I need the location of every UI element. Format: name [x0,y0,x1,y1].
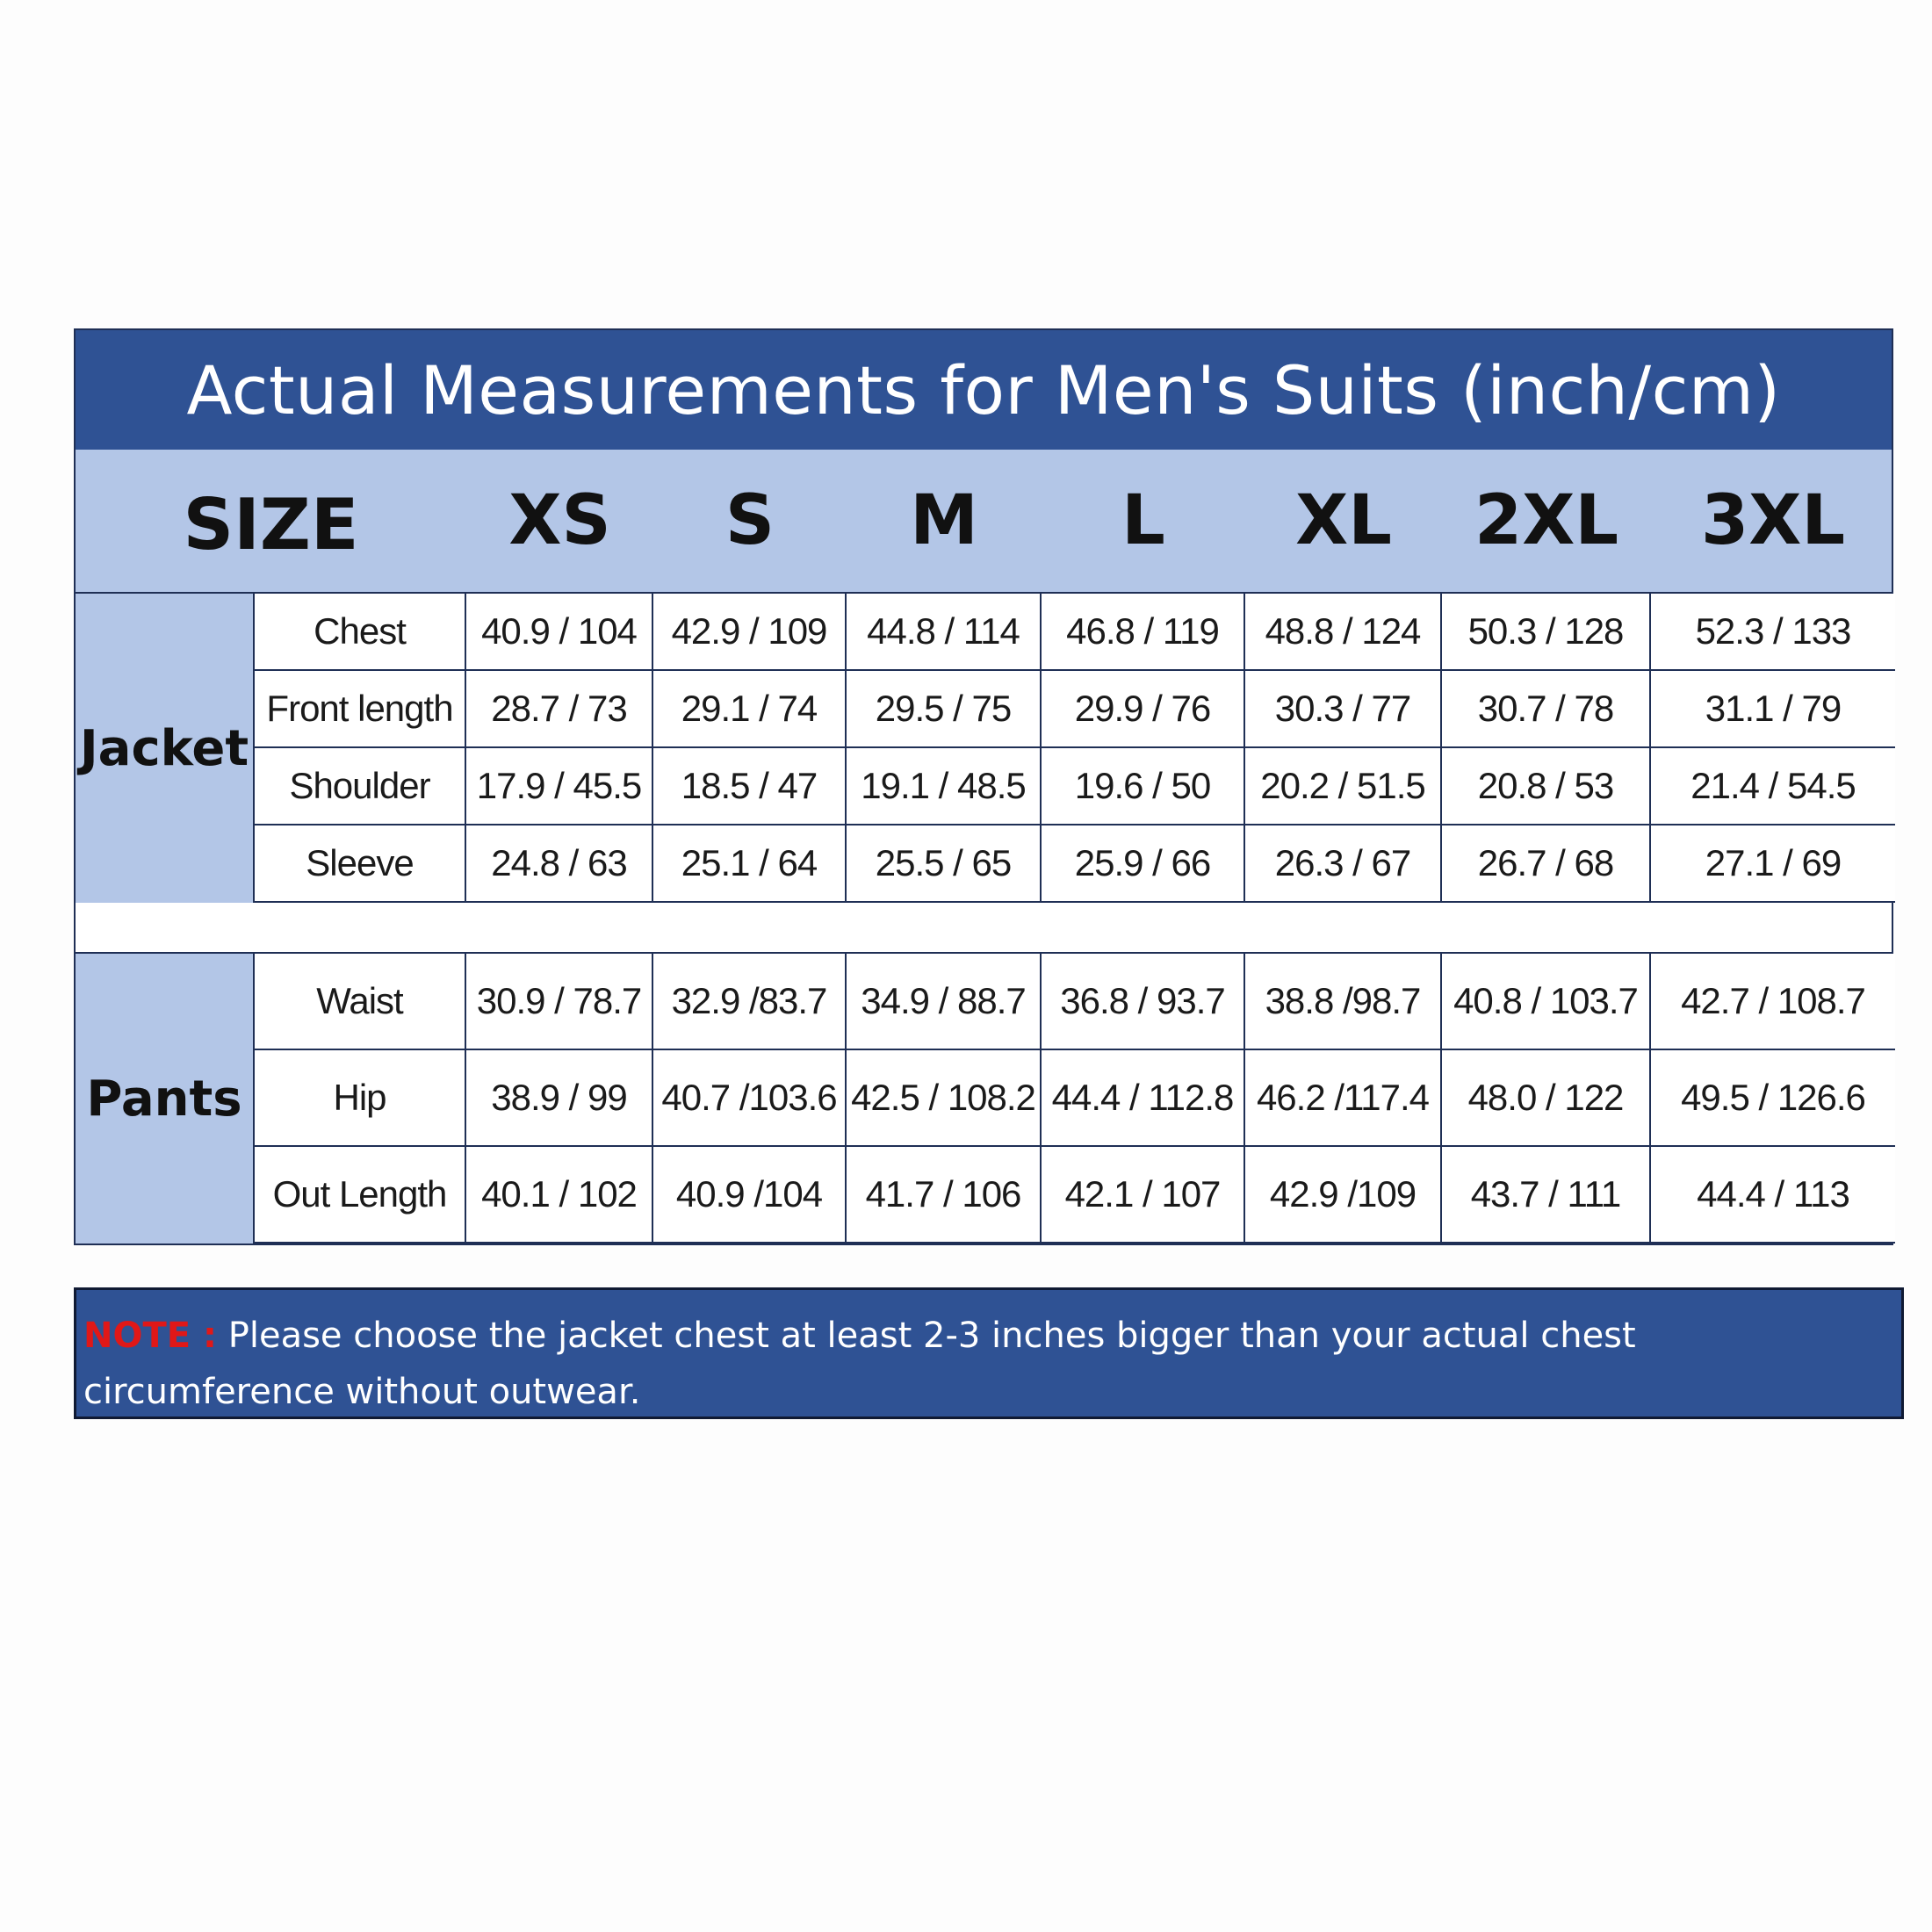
jacket-measurement-cell: 48.8 / 124 [1245,594,1442,671]
chart-title: Actual Measurements for Men's Suits (inch/cm) [76,330,1892,450]
jacket-measurement-cell: 29.1 / 74 [653,671,847,748]
jacket-measurement-cell: 52.3 / 133 [1651,594,1895,671]
jacket-section [76,594,1892,903]
jacket-measurement-cell: 50.3 / 128 [1442,594,1651,671]
pants-measurement-cell: 48.0 / 122 [1442,1050,1651,1147]
size-3xl: 3XL [1700,481,1846,560]
pants-row-label: Hip [255,1050,466,1147]
pants-measurement-cell: 40.9 /104 [653,1147,847,1244]
jacket-measurement-cell: 26.3 / 67 [1245,825,1442,903]
section-gap [76,903,1892,954]
pants-section [76,954,1892,1244]
jacket-measurement-cell: 29.5 / 75 [847,671,1042,748]
pants-row-label: Waist [255,954,466,1050]
size-header-row [76,450,1892,594]
pants-measurement-cell: 38.9 / 99 [466,1050,653,1147]
jacket-measurement-cell: 29.9 / 76 [1042,671,1245,748]
pants-measurement-cell: 40.7 /103.6 [653,1050,847,1147]
pants-measurement-cell: 32.9 /83.7 [653,954,847,1050]
note-label: NOTE : [83,1316,218,1356]
jacket-measurement-cell: 42.9 / 109 [653,594,847,671]
pants-measurement-cell: 40.1 / 102 [466,1147,653,1244]
jacket-measurement-cell: 27.1 / 69 [1651,825,1895,903]
jacket-row-label: Shoulder [255,748,466,825]
size-xl: XL [1295,481,1392,560]
size-l: L [1121,481,1165,560]
pants-measurement-cell: 30.9 / 78.7 [466,954,653,1050]
pants-measurement-cell: 36.8 / 93.7 [1042,954,1245,1050]
jacket-measurement-cell: 25.5 / 65 [847,825,1042,903]
pants-measurement-cell: 41.7 / 106 [847,1147,1042,1244]
size-xs: XS [508,481,611,560]
pants-measurement-cell: 46.2 /117.4 [1245,1050,1442,1147]
size-chart [74,328,1893,1245]
note-text: Please choose the jacket chest at least 2-3 inches bigger than your actual chest circumference without outwear. [83,1316,1636,1412]
pants-row-label: Out Length [255,1147,466,1244]
size-s: S [724,481,775,560]
pants-measurement-cell: 42.5 / 108.2 [847,1050,1042,1147]
jacket-measurement-cell: 20.8 / 53 [1442,748,1651,825]
pants-measurement-cell: 40.8 / 103.7 [1442,954,1651,1050]
jacket-row-label: Sleeve [255,825,466,903]
jacket-measurement-cell: 19.6 / 50 [1042,748,1245,825]
jacket-measurement-cell: 30.3 / 77 [1245,671,1442,748]
jacket-row-label: Front length [255,671,466,748]
jacket-measurement-cell: 31.1 / 79 [1651,671,1895,748]
jacket-measurement-cell: 46.8 / 119 [1042,594,1245,671]
jacket-measurement-cell: 20.2 / 51.5 [1245,748,1442,825]
jacket-row-label: Chest [255,594,466,671]
pants-measurement-cell: 38.8 /98.7 [1245,954,1442,1050]
jacket-measurement-cell: 44.8 / 114 [847,594,1042,671]
jacket-measurement-cell: 21.4 / 54.5 [1651,748,1895,825]
pants-measurement-cell: 43.7 / 111 [1442,1147,1651,1244]
pants-measurement-cell: 49.5 / 126.6 [1651,1050,1895,1147]
pants-group-label: Pants [76,954,255,1244]
jacket-group-label: Jacket [76,594,255,903]
jacket-measurement-cell: 17.9 / 45.5 [466,748,653,825]
jacket-measurement-cell: 40.9 / 104 [466,594,653,671]
jacket-measurement-cell: 18.5 / 47 [653,748,847,825]
pants-measurement-cell: 44.4 / 113 [1651,1147,1895,1244]
pants-measurement-cell: 34.9 / 88.7 [847,954,1042,1050]
pants-measurement-cell: 42.9 /109 [1245,1147,1442,1244]
size-m: M [910,481,978,560]
size-2xl: 2XL [1474,481,1619,560]
size-header-label: SIZE [183,483,359,566]
pants-measurement-cell: 44.4 / 112.8 [1042,1050,1245,1147]
jacket-measurement-cell: 19.1 / 48.5 [847,748,1042,825]
note-box [74,1287,1904,1419]
jacket-measurement-cell: 25.1 / 64 [653,825,847,903]
jacket-measurement-cell: 25.9 / 66 [1042,825,1245,903]
pants-measurement-cell: 42.1 / 107 [1042,1147,1245,1244]
jacket-measurement-cell: 30.7 / 78 [1442,671,1651,748]
jacket-measurement-cell: 28.7 / 73 [466,671,653,748]
jacket-measurement-cell: 26.7 / 68 [1442,825,1651,903]
pants-measurement-cell: 42.7 / 108.7 [1651,954,1895,1050]
jacket-measurement-cell: 24.8 / 63 [466,825,653,903]
